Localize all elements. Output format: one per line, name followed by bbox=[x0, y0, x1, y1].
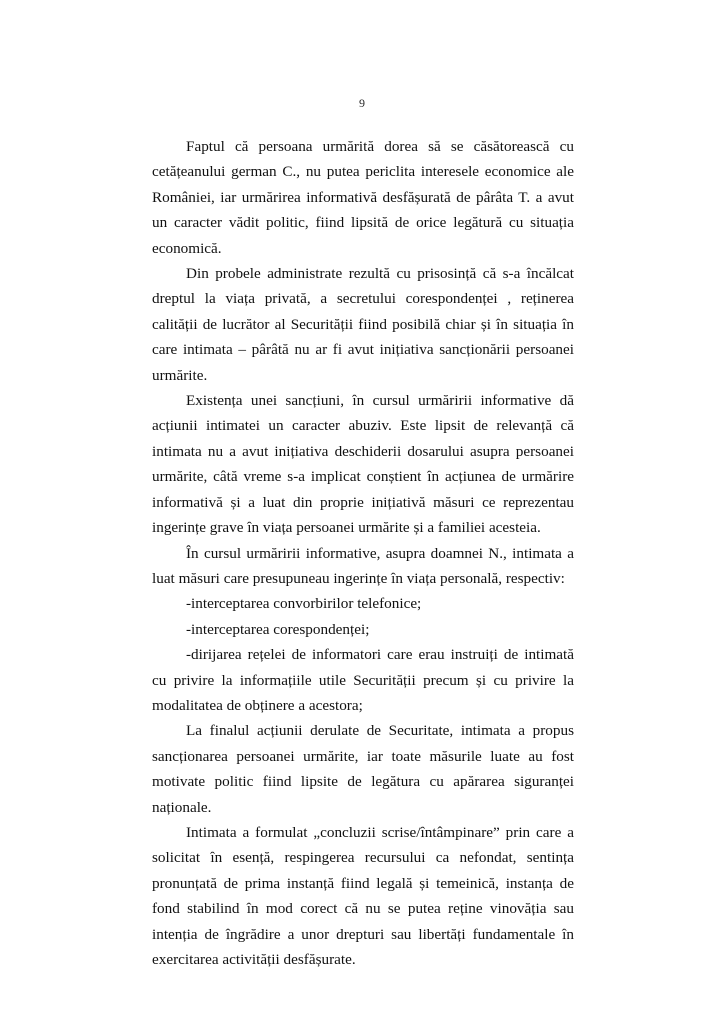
list-item-informant-network: -dirijarea rețelei de informatori care erau instruiți de intimată cu privire la informațiile utile Securității precum și cu privire la modalitatea de obținere a acestora; bbox=[152, 646, 574, 714]
paragraph-9: Intimata a formulat „concluzii scrise/întâmpinare” prin care a solicitat în esență, respingerea recursului ca nefondat, sentința pronunțată de prima instanță fiind legală și temeinică, instanța de fond stabilind în mod corect că nu se putea reține vinovăția sau intenția de îngrădire a unor drepturi sau libertăți fundamentale în exercitarea activității desfășurate. bbox=[152, 823, 574, 968]
paragraph-1: Faptul că persoana urmărită dorea să se căsătorească cu cetățeanului german C., nu putea periclita interesele economice ale României, iar urmărirea informativă desfășurată de pârâta T. a avut un caracter vădit politic, fiind lipsită de orice legătură cu situația economică. bbox=[152, 138, 574, 257]
list-item-mail-interception: -interceptarea corespondenței; bbox=[186, 620, 370, 638]
paragraph-3: Existența unei sancțiuni, în cursul urmăririi informative dă acțiunii intimatei un caracter abuziv. Este lipsit de relevanță că intimata nu a avut inițiativa deschiderii dosarului asupra persoanei urmărite, câtă vreme s-a implicat conștient în acțiunea de urmărire informativă și a luat din proprie inițiativă măsuri ce reprezentau ingerințe grave în viața persoanei urmărite și a familiei acesteia. bbox=[152, 392, 574, 537]
paragraph-2: Din probele administrate rezultă cu prisosință că s-a încălcat dreptul la viața privată, a secretului corespondenței , reținerea calității de lucrător al Securității fiind posibilă chiar și în situația în care intimata – pârâtă nu ar fi avut inițiativa sancționării persoanei urmărite. bbox=[152, 265, 574, 384]
paragraph-8: La finalul acțiunii derulate de Securitate, intimata a propus sancționarea persoanei urmărite, iar toate măsurile luate au fost motivate politic fiind lipsite de legătura cu apărarea siguranței naționale. bbox=[152, 722, 574, 816]
document-body bbox=[152, 134, 574, 972]
list-item-phone-interception: -interceptarea convorbirilor telefonice; bbox=[186, 595, 422, 613]
page-number: 9 bbox=[359, 96, 365, 110]
paragraph-4: În cursul urmăririi informative, asupra doamnei N., intimata a luat măsuri care presupuneau ingerințe în viața personală, respectiv: bbox=[152, 544, 574, 587]
